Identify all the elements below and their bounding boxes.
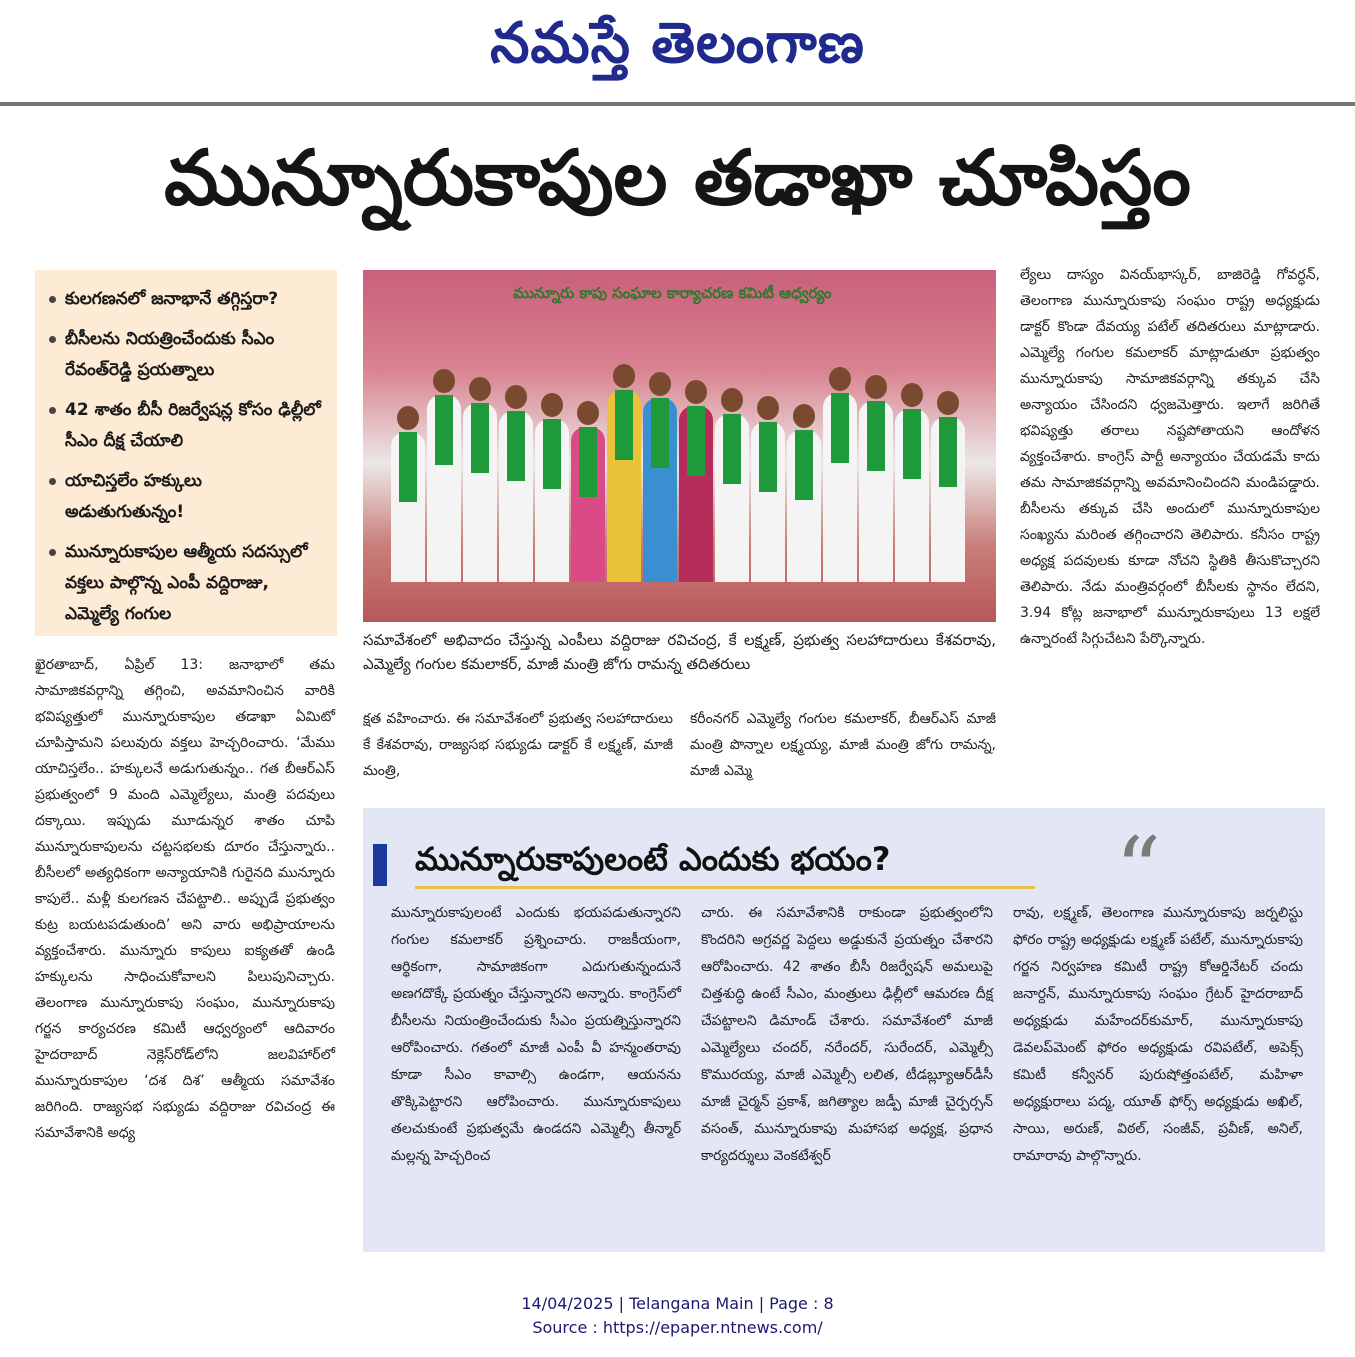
photo-scarf — [831, 393, 849, 463]
photo-head — [541, 393, 563, 417]
highlight-item: మున్నూరుకాపుల ఆత్మీయ సదస్సులో వక్తలు పాల్గొన్న ఎంపీ వద్దిరాజు, ఎమ్మెల్యే గంగుల — [47, 537, 325, 630]
article-column-2: క్షత వహించారు. ఈ సమావేశంలో ప్రభుత్వ సలహాదారులు కే కేశవరావు, రాజ్యసభ సభ్యుడు డాక్టర్ కే లక్ష్మణ్, మాజీ మంత్రి, — [363, 711, 673, 779]
photo-head — [469, 377, 491, 401]
photo-scarf — [723, 414, 741, 484]
photo-scarf — [687, 406, 705, 476]
photo-scarf — [615, 390, 633, 460]
highlight-item: యాచిస్తలేం హక్కులు అడుతుగుతున్నం! — [47, 466, 325, 528]
photo-head — [721, 388, 743, 412]
photo-head — [649, 372, 671, 396]
footer-date-edition: 14/04/2025 | Telangana Main | Page : 8 — [521, 1294, 834, 1313]
highlight-item: కులగణనలో జనాభానే తగ్గిస్తరా? — [47, 284, 325, 315]
photo-caption: సమావేశంలో అభివాదం చేస్తున్న ఎంపీలు వద్దిరాజు రవిచంద్ర, కే లక్ష్మణ్, ప్రభుత్వ సలహాదారులు కేశవరావు, ఎమ్మెల్యే గంగుల కమలాకర్, మాజీ మంత్రి జోగు రామన్న తదితరులు — [363, 631, 996, 673]
photo-head — [505, 385, 527, 409]
article-column-4: ల్యేలు దాస్యం వినయ్‌భాస్కర్, బాజిరెడ్డి గోవర్ధన్, తెలంగాణ మున్నూరుకాపు సంఘం రాష్ట్ర అధ్యక్షుడు డాక్టర్ కొండా దేవయ్య పటేల్ తదితరులు మాట్లాడారు. ఎమ్మెల్యే గంగుల కమలాకర్ మాట్లాడుతూ ప్రభుత్వం మున్నూరుకాపు సామాజికవర్గాన్ని తక్కువ చేసి అన్యాయం చేసిందని ధ్వజమెత్తారు. ఇలాగే జరిగితే భవిష్యత్తు తరాలు నష్టపోతాయని ఆందోళన వ్యక్తంచేశారు. కాంగ్రెస్ పార్టీ అన్యాయం చేయడమే కాదు తమ సామాజికవర్గాన్ని అవమానించిందని మండిపడ్డారు. బీసీలను తక్కువ చేసి అందులో మున్నూరుకాపుల సంఖ్యను మరింత తగ్గించారని తెలిపారు. కనీసం రాష్ట్ర అధ్యక్ష పదవులకు కూడా నోచని స్థితికి తీసుకొచ్చారని తెలిపారు. నేడు మంత్రివర్గంలో బీసీలకు స్థానం లేదని, 3.94 కోట్ల జనాభాలో మున్నూరుకాపులు 13 లక్షలే ఉన్నారంటే సిగ్గుచేటని పేర్కొన్నారు. — [1020, 267, 1320, 647]
sidebar-column-3: రావు, లక్ష్మణ్, తెలంగాణ మున్నూరుకాపు జర్నలిస్టు ఫోరం రాష్ట్ర అధ్యక్షుడు లక్ష్మణ్ పటేల్, మున్నూరుకాపు గర్జన నిర్వహణ కమిటీ రాష్ట్ర కోఆర్డినేటర్ చందు జనార్దన్, మున్నూరుకాపు సంఘం గ్రేటర్ హైదరాబాద్ అధ్యక్షుడు మహేందర్‌కుమార్, మున్నూరుకాపు డెవలప్‌మెంట్ ఫోరం అధ్యక్షుడు రవిపటేల్, అపెక్స్ కమిటీ కన్వీనర్ పురుషోత్తంపటేల్, మహిళా అధ్యక్షురాలు పద్మ, యూత్ ఫోర్స్ అధ్యక్షుడు అఖిల్, సాయి, అరుణ్, విఠల్, సంజీవ్, ప్రవీణ్, అనిల్, రామారావు పాల్గొన్నారు. — [1013, 905, 1303, 1164]
photo-head — [937, 391, 959, 415]
photo-head — [901, 383, 923, 407]
quote-mark-icon: “ — [1115, 818, 1162, 923]
photo-head — [433, 369, 455, 393]
photo-head — [793, 404, 815, 428]
article-column-3: కరీంనగర్ ఎమ్మెల్యే గంగుల కమలాకర్, బీఆర్ఎస్ మాజీ మంత్రి పొన్నాల లక్ష్మయ్య, మాజీ మంత్రి జోగు రామన్న, మాజీ ఎమ్మె — [690, 711, 996, 779]
photo-scarf — [435, 395, 453, 465]
photo-scarf — [903, 409, 921, 479]
photo-head — [685, 380, 707, 404]
page-footer — [0, 1292, 1355, 1340]
sidebar-column-1: మున్నూరుకాపులంటే ఎందుకు భయపడుతున్నారని గంగుల కమలాకర్ ప్రశ్నించారు. రాజకీయంగా, ఆర్థికంగా, సామాజికంగా ఎదుగుతున్నందునే అణగదొక్కే ప్రయత్నం చేస్తున్నారని అన్నారు. కాంగ్రెస్‌లో బీసీలను నియంత్రించేందుకు సీఎం ప్రయత్నిస్తున్నారని ఆరోపించారు. గతంలో మాజీ ఎంపీ వీ హన్మంతరావు కూడా సీఎం కావాల్సి ఉండగా, ఆయనను తొక్కిపెట్టారని ఆరోపించారు. మున్నూరుకాపులు తలచుకుంటే ప్రభుత్వమే ఉండదని ఎమ్మెల్సీ తీన్మార్ మల్లన్న హెచ్చరించ — [391, 905, 681, 1164]
photo-head — [865, 375, 887, 399]
photo-scarf — [471, 403, 489, 473]
footer-source: Source : https://epaper.ntnews.com/ — [532, 1318, 823, 1337]
photo-head — [397, 406, 419, 430]
photo-scarf — [651, 398, 669, 468]
subhead-marker — [373, 844, 387, 886]
photo-scarf — [867, 401, 885, 471]
photo-head — [757, 396, 779, 420]
highlight-item: 42 శాతం బీసీ రిజర్వేషన్ల కోసం ఢిల్లీలో సీఎం దీక్ష చేయాలి — [47, 395, 325, 457]
photo-scarf — [759, 422, 777, 492]
subhead-underline — [415, 886, 1035, 889]
photo-scarf — [795, 430, 813, 500]
photo-head — [577, 401, 599, 425]
masthead-rule — [0, 102, 1355, 106]
event-photo — [363, 270, 996, 622]
sidebar-column-2: చారు. ఈ సమావేశానికి రాకుండా ప్రభుత్వంలోని కొందరిని అగ్రవర్ణ పెద్దలు అడ్డుకునే ప్రయత్నం చేశారని ఆరోపించారు. 42 శాతం బీసీ రిజర్వేషన్ అమలుపై చిత్తశుద్ధి ఉంటే సీఎం, మంత్రులు ఢిల్లీలో ఆమరణ దీక్ష చేపట్టాలని డిమాండ్ చేశారు. సమావేశంలో మాజీ ఎమ్మెల్యేలు చందర్, నరేందర్, సురేందర్, ఎమ్మెల్సీ కొమురయ్య, మాజీ ఎమ్మెల్సీ లలిత, టీడబ్ల్యూఆర్‌డీసీ మాజీ చైర్మన్ ప్రకాశ్, జగిత్యాల జడ్పీ మాజీ చైర్పర్సన్ వసంత్, మున్నూరుకాపు మహాసభ అధ్యక్ష, ప్రధాన కార్యదర్శులు వెంకటేశ్వర్ — [701, 905, 993, 1164]
photo-scarf — [939, 417, 957, 487]
highlights-box — [35, 270, 337, 636]
photo-head — [613, 364, 635, 388]
article-column-1: ఖైరతాబాద్, ఏప్రిల్ 13: జనాభాలో తమ సామాజికవర్గాన్ని తగ్గించి, అవమానించిన వారికి భవిష్యత్తులో మున్నూరుకాపుల తడాఖా ఏమిటో చూపిస్తామని పలువురు వక్తలు హెచ్చరించారు. ‘మేము యాచిస్తలేం.. హక్కులనే అడుగుతున్నం.. గత బీఆర్ఎస్ ప్రభుత్వంలో 9 మంది ఎమ్మెల్యేలు, మంత్రి పదవులు దక్కాయి. ఇప్పుడు మూడున్నర శాతం చూపి మున్నూరుకాపులను చట్టసభలకు దూరం చేస్తున్నారు.. బీసీలలో అత్యధికంగా అన్యాయానికి గురైనది మున్నూరు కాపులే.. మళ్లీ కులగణన చేపట్టాలి.. అప్పుడే ప్రభుత్వం కుట్ర బయటపడుతుంది’ అని వారు అభిప్రాయాలను వ్యక్తంచేశారు. మున్నూరు కాపులు ఐక్యతతో ఉండి హక్కులను సాధించుకోవాలని పిలుపునిచ్చారు. తెలంగాణ మున్నూరుకాపు సంఘం, మున్నూరుకాపు గర్జన కార్యచరణ కమిటీ ఆధ్వర్యంలో ఆదివారం హైదరాబాద్ నెక్లెస్‌రోడ్‌లోని జలవిహార్‌లో మున్నూరుకాపుల ‘దశ దిశ’ ఆత్మీయ సమావేశం జరిగింది. రాజ్యసభ సభ్యుడు వద్దిరాజు రవిచంద్ర ఈ సమావేశానికి అధ్య — [35, 657, 335, 1141]
newspaper-logo: నమస్తే తెలంగాణ — [490, 10, 865, 76]
photo-crowd — [383, 352, 973, 582]
sidebar-subhead: మున్నూరుకాపులంటే ఎందుకు భయం? — [415, 840, 891, 878]
masthead — [0, 0, 1355, 104]
highlight-item: బీసీలను నియత్రించేందుకు సీఎం రేవంత్‌రెడ్డి ప్రయత్నాలు — [47, 324, 325, 386]
photo-scarf — [579, 427, 597, 497]
photo-scarf — [507, 411, 525, 481]
photo-head — [829, 367, 851, 391]
photo-scarf — [543, 419, 561, 489]
sidebar-story-box — [363, 808, 1325, 1252]
main-headline: మున్నూరుకాపుల తడాఖా చూపిస్తం — [164, 133, 1191, 222]
photo-banner-text: మున్నూరు కాపు సంఘాల కార్యాచరణ కమిటీ ఆధ్వర్యం — [513, 284, 832, 302]
photo-scarf — [399, 432, 417, 502]
